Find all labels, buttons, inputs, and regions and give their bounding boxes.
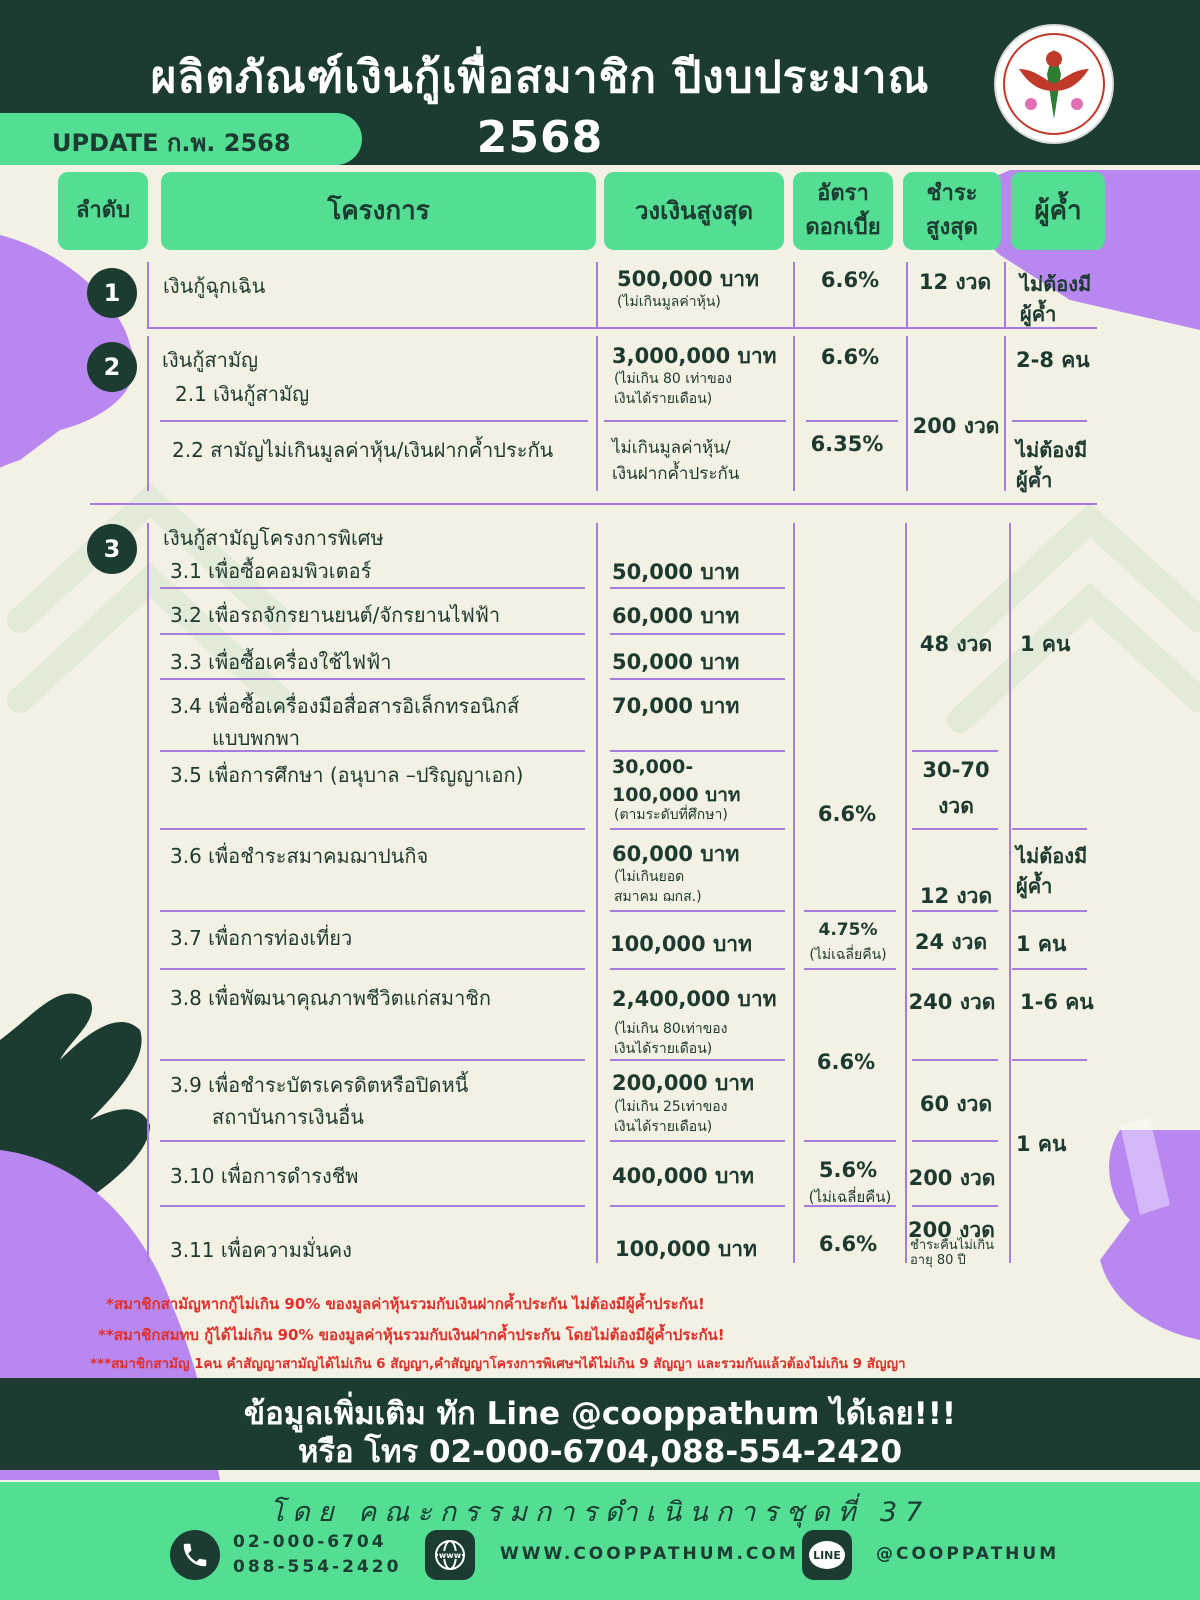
loan-rate: 5.6% [818, 1158, 878, 1182]
grid-line [912, 828, 998, 830]
loan-sub-name: 3.5 เพื่อการศึกษา (อนุบาล –ปริญญาเอก) [170, 763, 524, 787]
cooperative-logo [996, 26, 1112, 142]
loan-sub-name: 3.4 เพื่อซื้อเครื่องมือสื่อสารอิเล็กทรอนิกส์ [170, 694, 520, 718]
col-header-term [903, 172, 1001, 250]
loan-term: งวด [938, 794, 974, 818]
col-header-rate-line1: อัตรา [817, 181, 869, 206]
loan-amount-note: เงินได้รายเดือน) [614, 391, 713, 407]
loan-amount: 200,000 บาท [612, 1071, 754, 1095]
line-icon[interactable] [802, 1530, 852, 1580]
loan-amount: 50,000 บาท [612, 560, 740, 584]
grid-line [804, 968, 896, 970]
update-label: UPDATE ก.พ. 2568 [52, 129, 291, 157]
loan-amount: 60,000 บาท [612, 842, 740, 866]
loan-sub-name: 3.10 เพื่อการดำรงชีพ [170, 1164, 359, 1188]
loan-amount-note: (ตามระดับที่ศึกษา) [614, 807, 728, 823]
loan-rate-note: (ไม่เฉลี่ยคืน) [809, 947, 887, 963]
web-icon-label: www [438, 1551, 462, 1560]
footer-line-id[interactable]: @COOPPATHUM [876, 1544, 1060, 1564]
loan-rate: 6.6% [816, 1050, 876, 1074]
loan-amount-note: (ไม่เกินยอด [614, 869, 685, 885]
globe-glyph [432, 1537, 468, 1573]
loan-amount: 100,000 บาท [615, 1237, 757, 1261]
grid-line [604, 420, 786, 422]
footnote: **สมาชิกสมทบ กู้ได้ไม่เกิน 90% ของมูลค่าหุ้นรวมกับเงินฝากค้ำประกัน โดยไม่ต้องมีผู้ค้ำประกัน! [98, 1326, 725, 1344]
loan-term: 12 งวด [918, 270, 992, 294]
loan-amount: 60,000 บาท [612, 604, 740, 628]
grid-line [160, 678, 585, 680]
col-header-guarantor-label: ผู้ค้ำ [1034, 196, 1082, 226]
footer [0, 1482, 1200, 1600]
loan-sub-name: 3.9 เพื่อชำระบัตรเครดิตหรือปิดหนี้ [170, 1073, 469, 1097]
loan-rate: 6.6% [820, 345, 880, 369]
loan-term: 12 งวด [919, 884, 993, 908]
footer-phone: 088-554-2420 [233, 1557, 402, 1577]
loan-amount: 50,000 บาท [612, 650, 740, 674]
loan-amount: 3,000,000 บาท [612, 344, 777, 368]
grid-line [610, 1059, 785, 1061]
grid-line [610, 828, 785, 830]
footer-phone: 02-000-6704 [233, 1532, 387, 1552]
loan-amount: 100,000 บาท [610, 932, 752, 956]
loan-guarantor: ผู้ค้ำ [1016, 468, 1053, 492]
col-header-rate [793, 172, 893, 250]
grid-line [90, 503, 1097, 505]
grid-line [147, 327, 1097, 329]
loan-amount: 500,000 บาท [617, 267, 759, 291]
loan-guarantor: ไม่ต้องมี [1016, 844, 1088, 868]
loan-rate: 6.6% [817, 802, 877, 826]
loan-name: เงินกู้สามัญ [162, 348, 259, 372]
loan-sub-name: 3.7 เพื่อการท่องเที่ยว [170, 926, 353, 950]
loan-sub-name: 3.2 เพื่อรถจักรยานยนต์/จักรยานไฟฟ้า [170, 603, 501, 627]
loan-amount-note: สมาคม ฌกส.) [614, 889, 702, 905]
grid-line [1004, 262, 1006, 327]
loan-sub-name: 2.2 สามัญไม่เกินมูลค่าหุ้น/เงินฝากค้ำประกัน [172, 438, 554, 462]
loan-rate: 6.6% [820, 268, 880, 292]
grid-line [793, 523, 795, 1263]
loan-term: 200 งวด [908, 1218, 995, 1242]
contact-bar [0, 1378, 1200, 1470]
committee-credit: โดย คณะกรรมการดำเนินการชุดที่ 37 [269, 1497, 931, 1528]
grid-line [1012, 910, 1087, 912]
grid-line [1012, 420, 1087, 422]
grid-line [596, 262, 598, 327]
loan-guarantor: ผู้ค้ำ [1016, 874, 1053, 898]
loan-term: 200 งวด [908, 1166, 996, 1190]
loan-rate: 6.6% [818, 1232, 878, 1256]
loan-sub-name: 2.1 เงินกู้สามัญ [175, 382, 310, 406]
grid-line [160, 1059, 585, 1061]
loan-amount: 100,000 บาท [612, 784, 741, 806]
loan-amount: 2,400,000 บาท [612, 987, 777, 1011]
loan-sub-name: 3.11 เพื่อความมั่นคง [170, 1238, 352, 1262]
grid-line [160, 1205, 585, 1207]
row-number-badge: 3 [87, 524, 137, 574]
grid-line [160, 910, 585, 912]
loan-amount: 30,000- [612, 756, 694, 778]
loan-term-note: ชำระคืนไม่เกิน [910, 1238, 994, 1253]
col-header-max-amount [604, 172, 784, 250]
loan-rate: 6.35% [810, 432, 884, 456]
globe-icon[interactable] [425, 1530, 475, 1580]
loan-guarantor: ผู้ค้ำ [1020, 302, 1057, 326]
contact-line-phone: หรือ โทร 02-000-6704,088-554-2420 [297, 1434, 903, 1470]
loan-amount-note: (ไม่เกิน 80เท่าของ [614, 1021, 728, 1037]
grid-line [610, 633, 785, 635]
loan-term: 200 งวด [912, 414, 1000, 438]
loan-rate-note: (ไม่เฉลี่ยคืน) [808, 1188, 892, 1206]
grid-line [912, 1205, 998, 1207]
loan-name: เงินกู้สามัญโครงการพิเศษ [163, 526, 384, 550]
loan-amount: 400,000 บาท [612, 1164, 754, 1188]
grid-line [806, 420, 898, 422]
loan-sub-name: สถาบันการเงินอื่น [212, 1105, 364, 1129]
loan-guarantor: ไม่ต้องมี [1016, 438, 1088, 462]
grid-line [147, 336, 149, 491]
logo-emblem-icon [999, 29, 1109, 139]
col-header-term-line2: สูงสุด [926, 215, 978, 240]
grid-line [596, 336, 598, 491]
loan-term: 24 งวด [914, 930, 988, 954]
col-header-term-line1: ชำระ [926, 181, 978, 206]
grid-line [160, 828, 585, 830]
footnote: *สมาชิกสามัญหากกู้ไม่เกิน 90% ของมูลค่าหุ้นรวมกับเงินฝากค้ำประกัน ไม่ต้องมีผู้ค้ำประกัน! [106, 1295, 705, 1313]
grid-line [596, 523, 598, 1263]
page-title: ผลิตภัณฑ์เงินกู้เพื่อสมาชิก ปีงบประมาณ 2568 [150, 52, 930, 163]
grid-line [1012, 968, 1087, 970]
grid-line [912, 750, 998, 752]
loan-guarantor: 2-8 คน [1016, 348, 1090, 372]
loan-sub-name: 3.1 เพื่อซื้อคอมพิวเตอร์ [170, 559, 372, 583]
grid-line [147, 262, 149, 327]
col-header-max-amount-label: วงเงินสูงสุด [634, 197, 754, 225]
grid-line [1009, 523, 1011, 1263]
grid-line [610, 1140, 785, 1142]
loan-term: 48 งวด [919, 632, 993, 656]
loan-sub-name: แบบพกพา [212, 726, 300, 750]
loan-term: 240 งวด [908, 990, 996, 1014]
loan-rate: 4.75% [818, 920, 878, 940]
loan-guarantor: ไม่ต้องมี [1020, 272, 1092, 296]
loan-term: 30-70 [922, 758, 990, 782]
grid-line [160, 968, 585, 970]
footer-website[interactable]: WWW.COOPPATHUM.COM [500, 1544, 799, 1564]
grid-line [147, 523, 149, 1263]
loan-guarantor: 1 คน [1016, 1132, 1067, 1156]
loan-name: เงินกู้ฉุกเฉิน [163, 274, 266, 298]
grid-line [804, 910, 896, 912]
grid-line [610, 910, 785, 912]
col-header-guarantor [1011, 172, 1105, 250]
grid-line [160, 633, 585, 635]
col-header-rate-line2: ดอกเบี้ย [805, 215, 881, 240]
loan-guarantor: 1-6 คน [1020, 990, 1094, 1014]
loan-guarantor: 1 คน [1020, 632, 1071, 656]
grid-line [610, 750, 785, 752]
line-icon-label: LINE [809, 1541, 845, 1569]
grid-line [610, 968, 785, 970]
grid-line [160, 1140, 585, 1142]
grid-line [610, 1205, 785, 1207]
col-header-order-label: ลำดับ [75, 198, 131, 223]
loan-term-note: อายุ 80 ปี [910, 1253, 966, 1268]
loan-sub-name: 3.6 เพื่อชำระสมาคมฌาปนกิจ [170, 844, 429, 868]
col-header-order [58, 172, 148, 250]
loan-term: 60 งวด [919, 1092, 993, 1116]
grid-line [912, 1059, 998, 1061]
col-header-project [161, 172, 596, 250]
header-bar [0, 0, 1200, 165]
loan-amount-note: เงินได้รายเดือน) [614, 1041, 713, 1057]
loan-amount-note: (ไม่เกินมูลค่าหุ้น) [617, 294, 721, 310]
grid-line [912, 1140, 998, 1142]
loan-amount: 70,000 บาท [612, 694, 740, 718]
loan-sub-name: 3.8 เพื่อพัฒนาคุณภาพชีวิตแก่สมาชิก [170, 986, 491, 1010]
loan-amount-note: (ไม่เกิน 25เท่าของ [614, 1099, 728, 1115]
grid-line [793, 336, 795, 491]
grid-line [160, 587, 585, 589]
row-number-badge: 1 [87, 268, 137, 318]
loan-guarantor: 1 คน [1016, 932, 1067, 956]
col-header-project-label: โครงการ [327, 196, 430, 226]
footnote: ***สมาชิกสามัญ 1คน คำสัญญาสามัญได้ไม่เกิน 6 สัญญา,คำสัญญาโครงการพิเศษฯได้ไม่เกิน 9 สัญญา และรวมกันแล้วต้องไม่เกิน 9 สัญญา [90, 1356, 906, 1372]
loan-amount-note: เงินได้รายเดือน) [614, 1119, 713, 1135]
loan-amount-text: ไม่เกินมูลค่าหุ้น/ [612, 438, 731, 458]
grid-line [912, 968, 998, 970]
update-pill [0, 113, 362, 165]
phone-icon [170, 1530, 220, 1580]
grid-line [804, 1140, 896, 1142]
contact-line-line: ข้อมูลเพิ่มเติม ทัก Line @cooppathum ได้เลย!!! [243, 1396, 957, 1432]
grid-line [1012, 828, 1087, 830]
loan-amount-text: เงินฝากค้ำประกัน [612, 464, 740, 484]
row-number-badge: 2 [87, 342, 137, 392]
loan-amount-note: (ไม่เกิน 80 เท่าของ [614, 371, 732, 387]
grid-line [793, 262, 795, 327]
loan-sub-name: 3.3 เพื่อซื้อเครื่องใช้ไฟฟ้า [170, 650, 392, 674]
grid-line [160, 420, 588, 422]
grid-line [1012, 1059, 1087, 1061]
